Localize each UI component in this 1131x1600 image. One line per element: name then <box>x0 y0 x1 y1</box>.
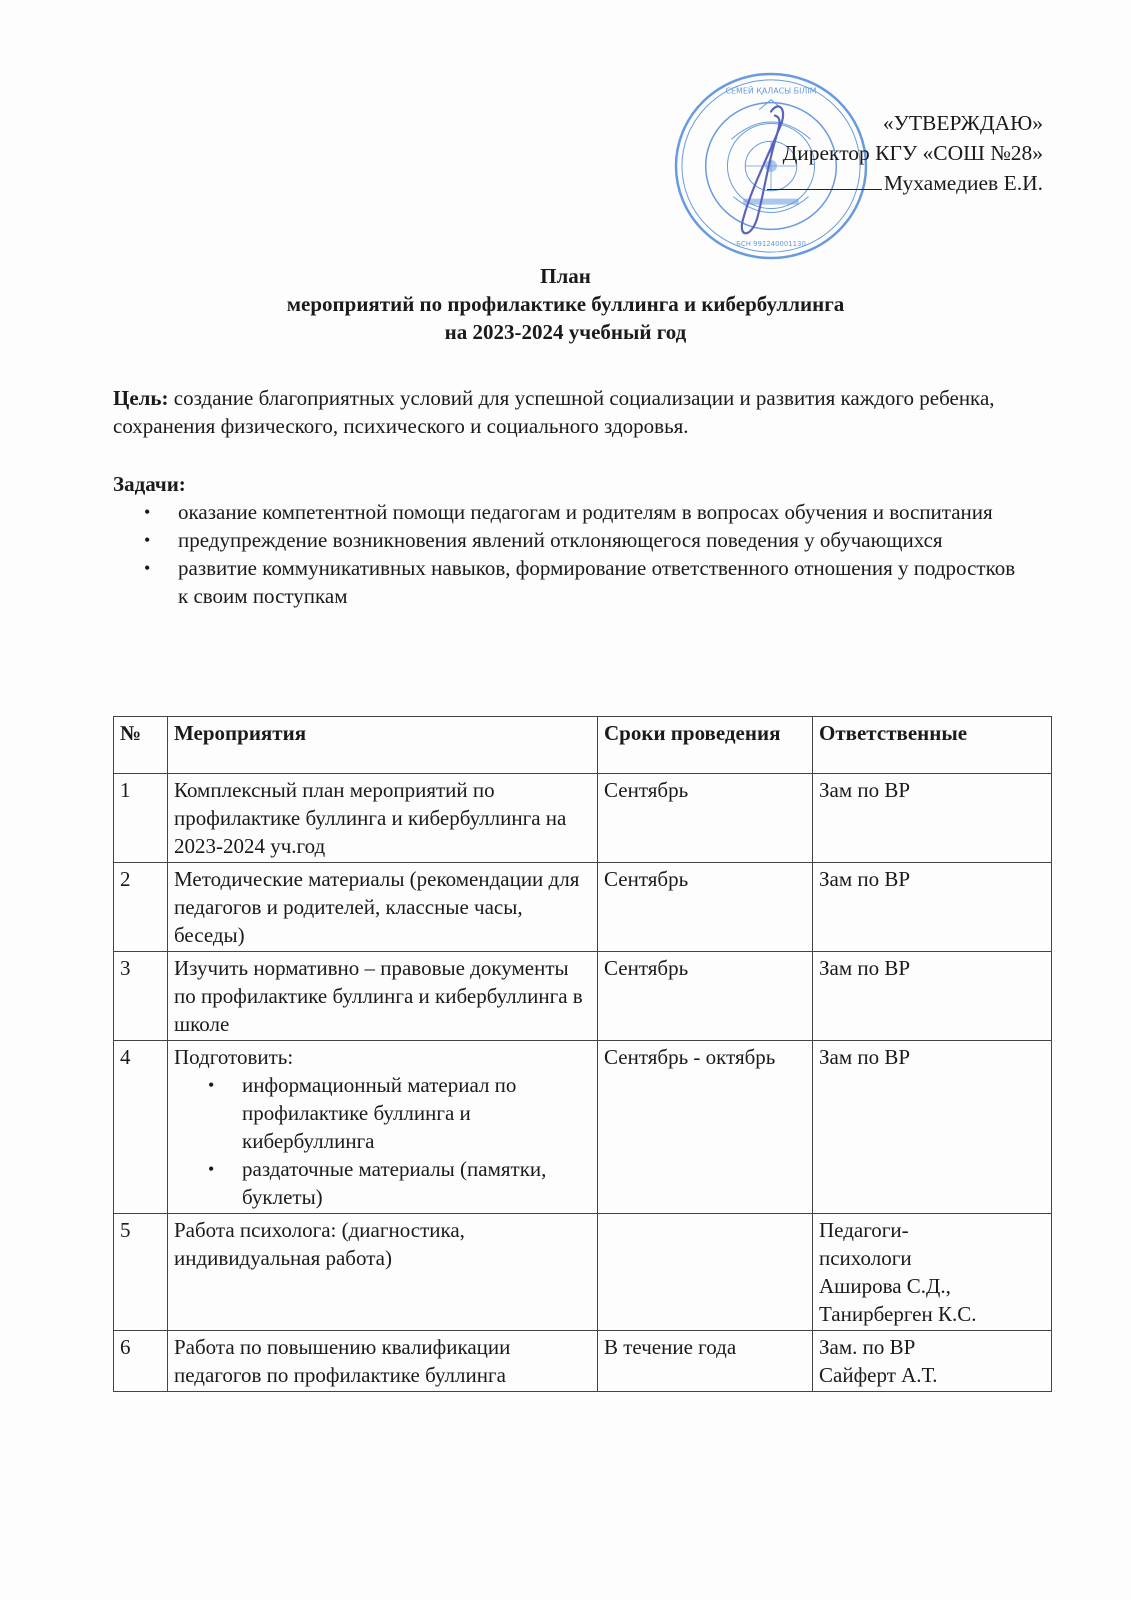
events-table <box>113 716 1052 1392</box>
responsible-line: психологи <box>819 1246 912 1270</box>
event-intro: Подготовить: <box>174 1045 294 1069</box>
responsible-line: Педагоги- <box>819 1218 909 1242</box>
title-line-3: на 2023-2024 учебный год <box>444 320 687 344</box>
tasks-list <box>138 498 1018 610</box>
header-number: № <box>114 717 168 774</box>
title-line-2: мероприятий по профилактике буллинга и кибербуллинга <box>286 292 845 316</box>
row-event: Изучить нормативно – правовые документы по профилактике буллинга и кибербуллинга в школе <box>168 952 598 1041</box>
row-responsible: Зам по ВР <box>813 952 1052 1041</box>
row-date: Сентябрь <box>598 863 813 952</box>
row-date: Сентябрь <box>598 774 813 863</box>
approve-label: «УТВЕРЖДАЮ» <box>882 111 1043 135</box>
row-event: Работа по повышению квалификации педагогов по профилактике буллинга <box>168 1331 598 1392</box>
row-date: Сентябрь - октябрь <box>598 1041 813 1214</box>
table-row <box>114 774 1052 863</box>
approver-name-line <box>767 168 1043 198</box>
row-number: 4 <box>114 1041 168 1214</box>
row-responsible: Зам по ВР <box>813 1041 1052 1214</box>
row-date: Сентябрь <box>598 952 813 1041</box>
approver-position: Директор КГУ «СОШ №28» <box>782 141 1043 165</box>
task-item: • оказание компетентной помощи педагогам и родителям в вопросах обучения и воспитания <box>138 498 1018 526</box>
table-row <box>114 1041 1052 1214</box>
row-responsible: Зам по ВР <box>813 774 1052 863</box>
row-number: 3 <box>114 952 168 1041</box>
goal-label: Цель: <box>113 386 169 410</box>
row-event <box>168 1041 598 1214</box>
goal-paragraph <box>113 384 1043 440</box>
goal-text: создание благоприятных условий для успешной социализации и развития каждого ребенка, сохранения физического, психического и социального здоровья. <box>113 386 995 438</box>
event-sub-item: • информационный материал по профилактике буллинга и кибербуллинга <box>174 1071 592 1155</box>
row-number: 2 <box>114 863 168 952</box>
responsible-line: Аширова С.Д., <box>819 1274 951 1298</box>
responsible-line: Танирберген К.С. <box>819 1302 977 1326</box>
event-sub-list <box>174 1071 592 1211</box>
table-header-row <box>114 717 1052 774</box>
table-row <box>114 1331 1052 1392</box>
header-dates: Сроки проведения <box>598 717 813 774</box>
row-responsible <box>813 1214 1052 1331</box>
table-row <box>114 863 1052 952</box>
row-number: 1 <box>114 774 168 863</box>
approval-block <box>767 108 1043 198</box>
approver-name: Мухамедиев Е.И. <box>883 171 1043 195</box>
event-sub-item: • раздаточные материалы (памятки, буклеты) <box>174 1155 592 1211</box>
document-title <box>0 262 1131 346</box>
row-event: Методические материалы (рекомендации для педагогов и родителей, классные часы, беседы) <box>168 863 598 952</box>
stamp-text: СЕМЕЙ ҚАЛАСЫ БІЛІМ <box>725 86 817 96</box>
row-number: 6 <box>114 1331 168 1392</box>
row-number: 5 <box>114 1214 168 1331</box>
header-events: Мероприятия <box>168 717 598 774</box>
row-event: Комплексный план мероприятий по профилактике буллинга и кибербуллинга на 2023-2024 уч.год <box>168 774 598 863</box>
responsible-line: Зам. по ВР <box>819 1335 916 1359</box>
row-date <box>598 1214 813 1331</box>
responsible-line: Сайферт А.Т. <box>819 1363 938 1387</box>
row-event: Работа психолога: (диагностика, индивидуальная работа) <box>168 1214 598 1331</box>
header-responsible: Ответственные <box>813 717 1052 774</box>
signature-line <box>767 169 882 190</box>
title-line-1: План <box>540 264 591 288</box>
tasks-label: Задачи: <box>113 472 186 496</box>
row-responsible: Зам по ВР <box>813 863 1052 952</box>
stamp-bin: БСН 991240001130 <box>736 240 806 249</box>
table-row <box>114 952 1052 1041</box>
row-responsible <box>813 1331 1052 1392</box>
task-item: • предупреждение возникновения явлений отклоняющегося поведения у обучающихся <box>138 526 1018 554</box>
table-row <box>114 1214 1052 1331</box>
row-date: В течение года <box>598 1331 813 1392</box>
task-item: • развитие коммуникативных навыков, формирование ответственного отношения у подростков к своим поступкам <box>138 554 1018 610</box>
